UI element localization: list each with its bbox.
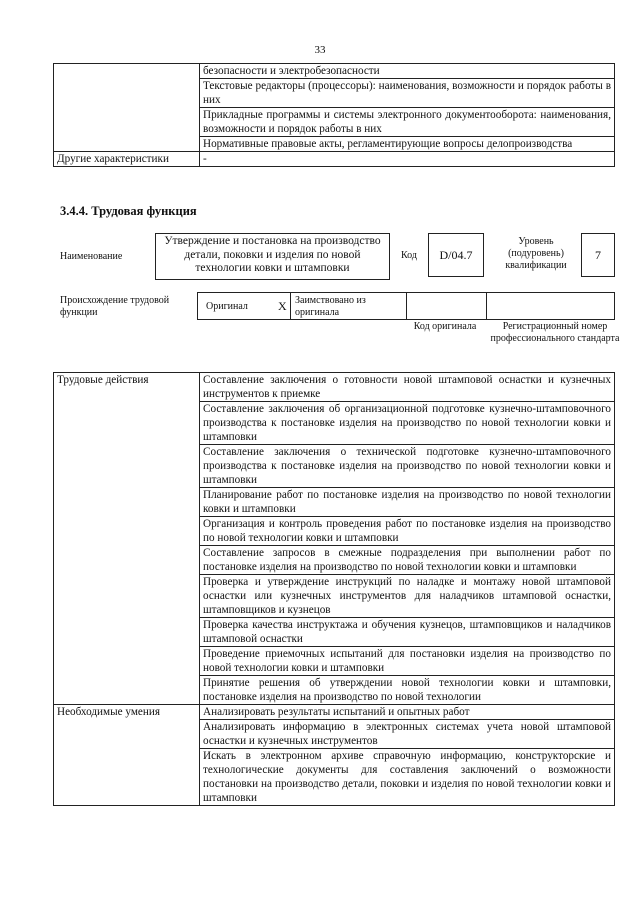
labor-actions-label: Трудовые действия [54, 373, 200, 705]
skill: Анализировать информацию в электронных системах учета новой штамповой оснастки и кузнечных инструментов [200, 720, 615, 749]
table-row [54, 152, 615, 167]
labor-action: Планирование работ по постановке изделия на производство по новой технологии ковки и штамповки [200, 488, 615, 517]
knowledge-table-continuation [53, 63, 615, 167]
code-label: Код [401, 250, 417, 261]
table-cell-left [54, 64, 200, 152]
page-number: 33 [314, 44, 326, 56]
labor-function-table [53, 372, 615, 806]
labor-action: Проведение приемочных испытаний для постановки изделия на производство по новой технологии ковки и штамповки [200, 647, 615, 676]
reg-number-cell [486, 292, 615, 320]
table-row [54, 373, 615, 402]
origin-original-cell [197, 292, 291, 320]
reg-number-caption: Регистрационный номер профессионального стандарта [490, 321, 620, 344]
origin-label: Происхождение трудовой функции [60, 295, 170, 318]
skills-label: Необходимые умения [54, 705, 200, 806]
level-label: Уровень (подуровень) квалификации [505, 236, 567, 271]
table-row [54, 64, 615, 79]
labor-action: Принятие решения об утверждении новой технологии ковки и штамповки, постановке изделия на производство по новой технологии [200, 676, 615, 705]
labor-action: Составление заключения о готовности новой штамповой оснастки и кузнечных инструментов к приемке [200, 373, 615, 402]
other-characteristics-value: - [200, 152, 615, 167]
table-cell: Прикладные программы и системы электронного документооборота: наименования, возможности и порядок работы в них [200, 108, 615, 137]
level-value-box: 7 [581, 233, 615, 277]
code-original-caption: Код оригинала [413, 321, 477, 332]
table-cell: Текстовые редакторы (процессоры): наименования, возможности и порядок работы в них [200, 79, 615, 108]
original-label: Оригинал [206, 301, 248, 312]
table-cell: Нормативные правовые акты, регламентирующие вопросы делопроизводства [200, 137, 615, 152]
function-code-box: D/04.7 [428, 233, 484, 277]
skill: Искать в электронном архиве справочную информацию, конструкторские и технологические документы для составления заключений о возможности постановки на производство детали, поковки и изделия по новой технологии ковки и штамповки [200, 749, 615, 806]
labor-action: Составление заключения об организационной подготовке кузнечно-штамповочного производства к постановке изделия на производство по новой технологии ковки и штамповки [200, 402, 615, 445]
name-label: Наименование [60, 251, 123, 262]
table-row [54, 705, 615, 720]
labor-action: Составление заключения о технической подготовке кузнечно-штамповочного производства к постановке изделия на производство по новой технологии ковки и штамповки [200, 445, 615, 488]
table-cell: безопасности и электробезопасности [200, 64, 615, 79]
section-title: 3.4.4. Трудовая функция [60, 204, 197, 218]
original-mark: X [278, 299, 287, 313]
labor-action: Организация и контроль проведения работ по постановке изделия на производство по новой технологии ковки и штамповки [200, 517, 615, 546]
labor-action: Составление запросов в смежные подразделения при выполнении работ по постановке изделия на производство по новой технологии ковки и штамповки [200, 546, 615, 575]
skill: Анализировать результаты испытаний и опытных работ [200, 705, 615, 720]
origin-borrowed-cell [290, 292, 407, 320]
function-name-box: Утверждение и постановка на производство детали, поковки и изделия по новой технологии ковки и штамповки [155, 233, 390, 280]
labor-action: Проверка и утверждение инструкций по наладке и монтажу новой штамповой оснастки или кузнечных инструментов для наладчиков штамповой оснастки, штамповщиков и кузнецов [200, 575, 615, 618]
borrowed-label: Заимствовано из оригинала [295, 295, 366, 318]
other-characteristics-label: Другие характеристики [54, 152, 200, 167]
labor-action: Проверка качества инструктажа и обучения кузнецов, штамповщиков и наладчиков штамповой оснастки [200, 618, 615, 647]
code-original-cell [406, 292, 487, 320]
